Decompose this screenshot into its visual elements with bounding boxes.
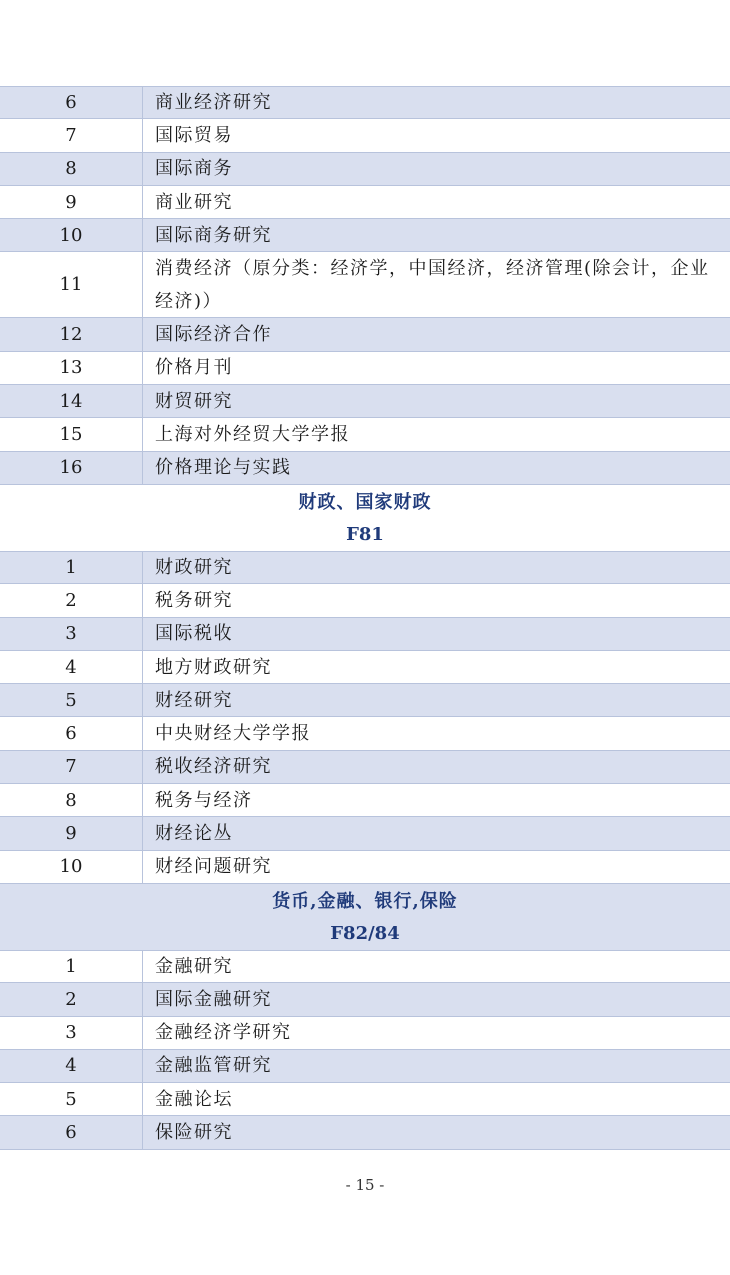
- row-number: 3: [0, 618, 143, 650]
- row-number: 9: [0, 817, 143, 849]
- section-header-banking: [0, 884, 730, 950]
- row-number: 1: [0, 552, 143, 583]
- row-number: 5: [0, 684, 143, 716]
- table-row: [0, 551, 730, 584]
- journal-name: 上海对外经贸大学学报: [155, 424, 350, 446]
- journal-name: 消费经济（原分类：经济学，中国经济，经济管理(除会计，企业经济)）: [155, 257, 710, 312]
- page-number: - 15 -: [345, 1176, 385, 1194]
- row-number: 7: [0, 119, 143, 151]
- table-row: [0, 1116, 730, 1149]
- journal-name: 财贸研究: [155, 390, 233, 412]
- table-row: [0, 219, 730, 252]
- journal-name: 金融研究: [155, 956, 233, 978]
- journal-name: 金融经济学研究: [155, 1022, 292, 1044]
- row-number: 8: [0, 784, 143, 816]
- row-number: 8: [0, 153, 143, 185]
- row-number: 7: [0, 751, 143, 783]
- row-number: 4: [0, 1050, 143, 1082]
- journal-name: 国际金融研究: [155, 988, 272, 1010]
- table-row: [0, 751, 730, 784]
- journal-name: 金融监管研究: [155, 1055, 272, 1077]
- journal-name: 国际商务研究: [155, 224, 272, 246]
- table-row: [0, 318, 730, 351]
- table-row: [0, 1050, 730, 1083]
- table-row: [0, 1017, 730, 1050]
- row-number: 12: [0, 318, 143, 350]
- section-code: F82/84: [330, 922, 400, 944]
- table-row: [0, 352, 730, 385]
- journal-name: 财经问题研究: [155, 856, 272, 878]
- table-row: [0, 950, 730, 983]
- section-title: 财政、国家财政: [298, 492, 432, 514]
- journal-name: 税务研究: [155, 589, 233, 611]
- journal-name: 财政研究: [155, 557, 233, 579]
- row-number: 3: [0, 1017, 143, 1049]
- row-number: 9: [0, 186, 143, 218]
- table-row: [0, 851, 730, 884]
- row-number: 5: [0, 1083, 143, 1115]
- section-code: F81: [346, 523, 384, 545]
- row-number: 10: [0, 851, 143, 883]
- journal-list-document: [0, 86, 730, 1150]
- journal-name: 地方财政研究: [155, 656, 272, 678]
- table-row: [0, 452, 730, 485]
- section-title: 货币,金融、银行,保险: [272, 891, 458, 913]
- journal-name: 国际贸易: [155, 124, 233, 146]
- row-number: 2: [0, 584, 143, 616]
- row-number: 1: [0, 951, 143, 982]
- section-header-finance: [0, 485, 730, 551]
- table-row: [0, 584, 730, 617]
- row-number: 6: [0, 87, 143, 118]
- table-row: [0, 684, 730, 717]
- journal-name: 税收经济研究: [155, 756, 272, 778]
- table-row: [0, 186, 730, 219]
- journal-name: 国际经济合作: [155, 324, 272, 346]
- table-row: [0, 983, 730, 1016]
- table-row: [0, 651, 730, 684]
- journal-name: 保险研究: [155, 1122, 233, 1144]
- journal-name: 金融论坛: [155, 1088, 233, 1110]
- row-number: 4: [0, 651, 143, 683]
- row-number: 16: [0, 452, 143, 484]
- row-number: 6: [0, 1116, 143, 1148]
- journal-name: 国际商务: [155, 158, 233, 180]
- journal-name: 国际税收: [155, 623, 233, 645]
- row-number: 15: [0, 418, 143, 450]
- row-number: 10: [0, 219, 143, 251]
- table-row: [0, 618, 730, 651]
- journal-name: 税务与经济: [155, 789, 253, 811]
- row-number: 2: [0, 983, 143, 1015]
- table-row: [0, 717, 730, 750]
- row-number: 6: [0, 717, 143, 749]
- table-row: [0, 119, 730, 152]
- journal-name: 价格月刊: [155, 357, 233, 379]
- row-number: 14: [0, 385, 143, 417]
- journal-name: 价格理论与实践: [155, 457, 292, 479]
- table-row: [0, 1083, 730, 1116]
- journal-name: 中央财经大学学报: [155, 723, 311, 745]
- table-row: [0, 252, 730, 318]
- table-row: [0, 153, 730, 186]
- row-number: 11: [0, 252, 143, 317]
- row-number: 13: [0, 352, 143, 384]
- journal-table-economics: [0, 86, 730, 485]
- journal-name: 财经论丛: [155, 823, 233, 844]
- journal-table-finance: [0, 551, 730, 884]
- journal-name: 财经研究: [155, 689, 233, 711]
- table-row: [0, 418, 730, 451]
- table-row: [0, 86, 730, 119]
- journal-table-banking: [0, 950, 730, 1150]
- journal-name: 商业研究: [155, 191, 233, 213]
- table-row: [0, 817, 730, 850]
- table-row: [0, 784, 730, 817]
- journal-name: 商业经济研究: [155, 92, 272, 114]
- table-row: [0, 385, 730, 418]
